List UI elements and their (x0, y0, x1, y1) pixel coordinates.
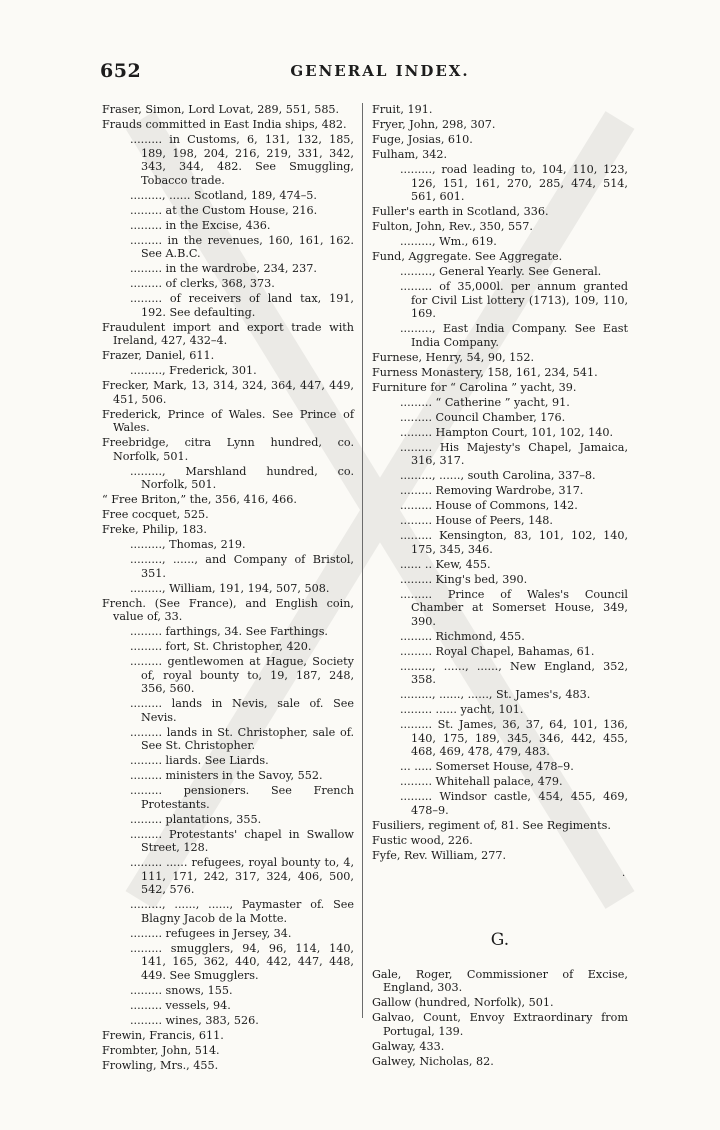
left-column (102, 103, 354, 1074)
index-subentry: ......... snows, 155. (130, 983, 233, 997)
index-subentry: ......... Council Chamber, 176. (400, 410, 566, 424)
index-subentry: ........., ......, ......, St. James's, 483. (400, 688, 591, 701)
index-entry: Frecker, Mark, 13, 314, 324, 364, 447, 449, 451, 506. (102, 379, 354, 406)
index-entry: Fraudulent import and export trade with Ireland, 427, 432–4. (102, 320, 354, 347)
index-entry: Furnese, Henry, 54, 90, 152. (372, 350, 535, 364)
index-subentry: ......... King's bed, 390. (400, 572, 528, 586)
page-header (100, 60, 660, 90)
index-subentry: ......... in the wardrobe, 234, 237. (130, 262, 317, 275)
index-entry: Gale, Roger, Commissioner of Excise, England, 303. (372, 967, 628, 994)
index-entry: “ Free Briton,” the, 356, 416, 466. (102, 493, 297, 506)
index-entry: Frewin, Francis, 611. (102, 1028, 224, 1042)
index-subentry: ......... farthings, 34. See Farthings. (130, 625, 328, 638)
index-subentry: ........., Marshland hundred, co. Norfolk, 501. (130, 464, 354, 491)
index-subentry: ......... of receivers of land tax, 191, 192. See defaulting. (130, 292, 354, 319)
index-subentry: ......... of clerks, 368, 373. (130, 277, 275, 290)
index-entry: French. (See France), and English coin, value of, 33. (102, 596, 354, 623)
index-subentry: ......... lands in Nevis, sale of. See Nevis. (130, 697, 354, 724)
index-subentry: ......... Prince of Wales's Council Chamber at Somerset House, 349, 390. (400, 587, 628, 628)
index-subentry: ......... smugglers, 94, 96, 114, 140, 141, 165, 362, 440, 442, 447, 448, 449. See Smugglers. (130, 941, 354, 982)
index-subentry: ........., William, 191, 194, 507, 508. (130, 581, 330, 595)
index-subentry: ...... .. Kew, 455. (400, 557, 491, 571)
index-entry: Galvao, Count, Envoy Extraordinary from Portugal, 139. (372, 1011, 628, 1038)
index-subentry: ......... in the revenues, 160, 161, 162. See A.B.C. (130, 233, 354, 260)
index-subentry: ......... ministers in the Savoy, 552. (130, 769, 323, 782)
index-entry: Fryer, John, 298, 307. (372, 118, 496, 131)
index-subentry: ......... Protestants' chapel in Swallow Street, 128. (130, 827, 354, 854)
index-entry: Frederick, Prince of Wales. See Prince of Wales. (102, 407, 354, 434)
index-entry: Frauds committed in East India ships, 482. (102, 118, 347, 131)
index-subentry: ......... liards. See Liards. (130, 754, 269, 767)
index-subentry: ......... at the Custom House, 216. (130, 203, 318, 217)
index-entry: Fulton, John, Rev., 350, 557. (372, 220, 533, 233)
index-subentry: ........., Wm., 619. (400, 235, 497, 248)
index-entry: Frowling, Mrs., 455. (102, 1058, 219, 1072)
index-entry: Fustic wood, 226. (372, 833, 473, 847)
index-subentry: ......... His Majesty's Chapel, Jamaica, 316, 317. (400, 440, 628, 467)
index-entry: Galwey, Nicholas, 82. (372, 1054, 494, 1068)
index-subentry: ......... fort, St. Christopher, 420. (130, 640, 312, 653)
index-subentry: ......... House of Peers, 148. (400, 514, 553, 527)
index-subentry: ... ..... Somerset House, 478–9. (400, 760, 574, 773)
right-column-entries (372, 103, 628, 862)
index-subentry: ......... Whitehall palace, 479. (400, 775, 563, 788)
index-subentry: ........., ......, ......, New England, 352, 358. (400, 659, 628, 686)
index-entry: Fund, Aggregate. See Aggregate. (372, 250, 563, 263)
index-entry: Frombter, John, 514. (102, 1043, 220, 1057)
index-subentry: ......... Removing Wardrobe, 317. (400, 484, 584, 497)
index-subentry: ......... House of Commons, 142. (400, 499, 578, 512)
index-subentry: ......... wines, 383, 526. (130, 1013, 259, 1027)
right-column (372, 103, 628, 1070)
index-subentry: ......... Royal Chapel, Bahamas, 61. (400, 644, 595, 658)
index-entry: Fruit, 191. (372, 103, 433, 116)
index-entry: Galway, 433. (372, 1039, 445, 1053)
index-subentry: ......... lands in St. Christopher, sale of. See St. Christopher. (130, 725, 354, 752)
section-g-entries (372, 968, 628, 1069)
index-subentry: ......... ...... yacht, 101. (400, 703, 524, 716)
index-subentry: ......... Kensington, 83, 101, 102, 140, 175, 345, 346. (400, 529, 628, 556)
index-subentry: ......... of 35,000l. per annum granted for Civil List lottery (1713), 109, 110, 169. (400, 280, 628, 320)
index-subentry: ........., East India Company. See East India Company. (400, 322, 628, 349)
index-entry: Freke, Philip, 183. (102, 523, 207, 536)
index-subentry: ......... Windsor castle, 454, 455, 469, 478–9. (400, 790, 628, 817)
index-subentry: ......... gentlewomen at Hague, Society of, royal bounty to, 19, 187, 248, 356, 560. (130, 655, 354, 695)
index-subentry: ........., ...... Scotland, 189, 474–5. (130, 188, 317, 202)
index-subentry: ......... Hampton Court, 101, 102, 140. (400, 425, 614, 439)
index-entry: Furniture for “ Carolina ” yacht, 39. (372, 380, 577, 394)
index-subentry: ........., Thomas, 219. (130, 538, 246, 551)
page-number: 652 (100, 60, 142, 82)
index-subentry: ........., ......, south Carolina, 337–8. (400, 469, 596, 482)
column-divider (362, 103, 363, 1018)
index-subentry: ......... vessels, 94. (130, 998, 231, 1012)
index-subentry: ......... pensioners. See French Protestants. (130, 784, 354, 811)
index-subentry: ........., General Yearly. See General. (400, 265, 602, 278)
index-entry: Fulham, 342. (372, 148, 448, 161)
index-subentry: ......... St. James, 36, 37, 64, 101, 136, 140, 175, 189, 345, 346, 442, 455, 468, 469, 478, 479, 483. (400, 718, 628, 758)
index-entry: Fuge, Josias, 610. (372, 133, 473, 146)
index-entry: Gallow (hundred, Norfolk), 501. (372, 996, 554, 1009)
index-subentry: ......... “ Catherine ” yacht, 91. (400, 395, 570, 409)
index-entry: Fuller's earth in Scotland, 336. (372, 205, 549, 218)
index-subentry: ........., ......, and Company of Bristol, 351. (130, 553, 354, 580)
index-subentry: ........., Frederick, 301. (130, 364, 257, 377)
index-entry: Free cocquet, 525. (102, 508, 209, 521)
index-entry: Furness Monastery, 158, 161, 234, 541. (372, 365, 598, 379)
index-subentry: ......... Richmond, 455. (400, 629, 525, 643)
index-entry: Fyfe, Rev. William, 277. (372, 848, 507, 862)
index-subentry: ......... in Customs, 6, 131, 132, 185, 189, 198, 204, 216, 219, 331, 342, 343, 344, 482. See Smuggling, Tobacco trade. (130, 133, 354, 187)
section-heading-g: G. (490, 930, 510, 950)
running-title: GENERAL INDEX. (290, 62, 470, 80)
index-subentry: ......... in the Excise, 436. (130, 218, 271, 232)
index-entry: Frazer, Daniel, 611. (102, 349, 215, 362)
index-entry: Fusiliers, regiment of, 81. See Regiments. (372, 818, 611, 832)
index-subentry: ........., road leading to, 104, 110, 123, 126, 151, 161, 270, 285, 474, 514, 561, 601. (400, 163, 628, 203)
index-subentry: ......... refugees in Jersey, 34. (130, 926, 292, 940)
index-entry: Fraser, Simon, Lord Lovat, 289, 551, 585. (102, 103, 340, 116)
index-subentry: ......... ...... refugees, royal bounty to, 4, 111, 171, 242, 317, 324, 406, 500, 542, 576. (130, 856, 354, 896)
index-entry: Freebridge, citra Lynn hundred, co. Norfolk, 501. (102, 436, 354, 463)
index-subentry: ......... plantations, 355. (130, 812, 262, 826)
margin-mark: . (622, 868, 626, 879)
index-subentry: ........., ......, ......, Paymaster of. See Blagny Jacob de la Motte. (130, 898, 354, 925)
